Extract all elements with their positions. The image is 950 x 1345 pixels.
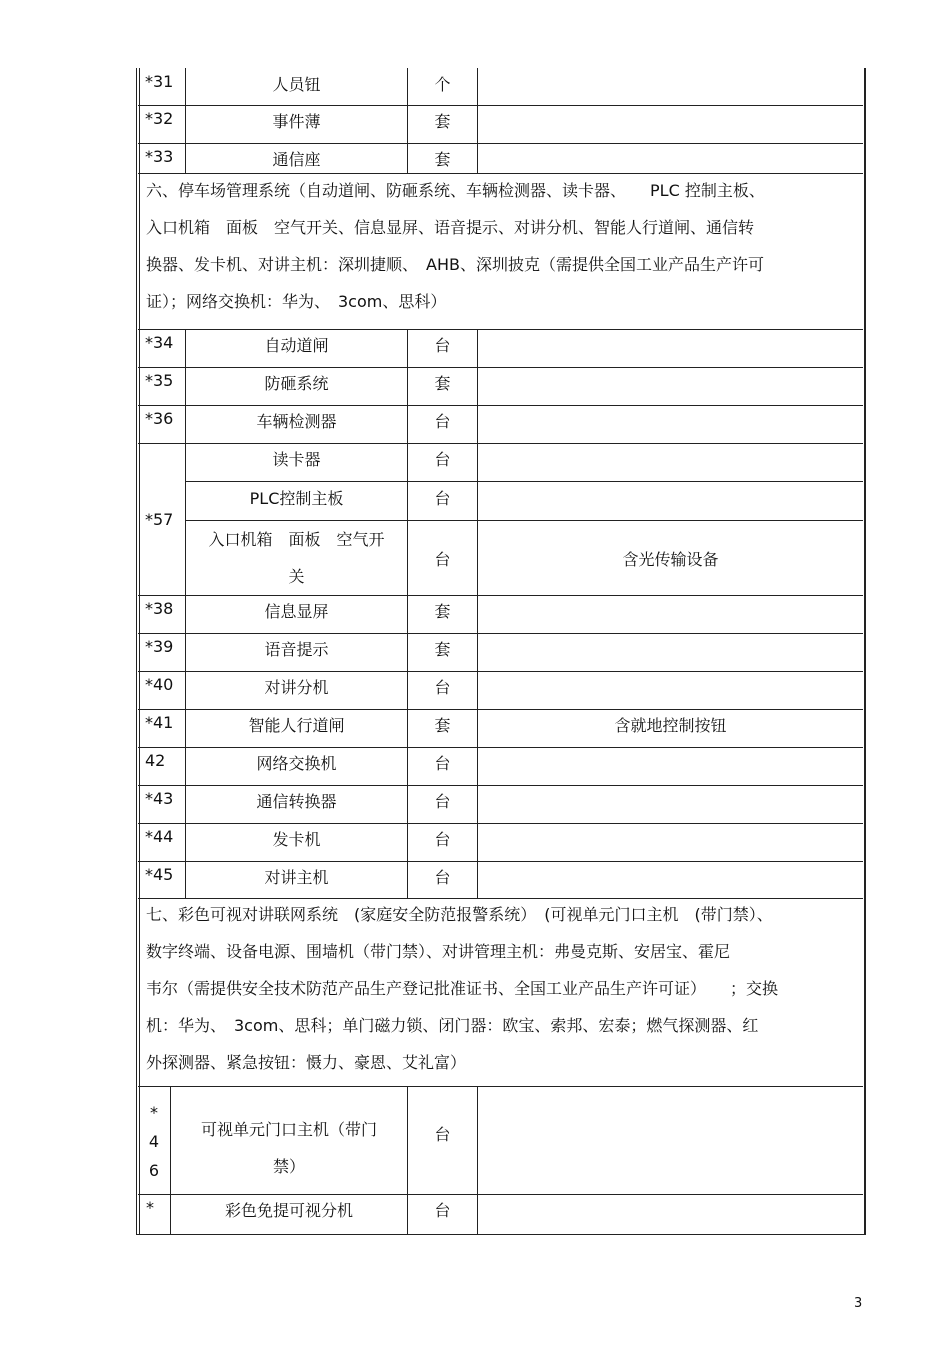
item-note: 含光传输设备: [477, 521, 863, 595]
row-number: *39: [145, 637, 174, 656]
item-name: 彩色免提可视分机: [170, 1194, 407, 1234]
item-unit: 套: [407, 367, 477, 405]
row-number: *44: [145, 827, 174, 846]
item-unit: 套: [407, 105, 477, 143]
sub-row: [185, 521, 863, 595]
item-unit: 套: [407, 143, 477, 173]
table-row: [138, 68, 863, 106]
section-text-line: 入口机箱 面板 空气开关、信息显屏、语音提示、对讲分机、智能人行道闸、通信转: [146, 218, 755, 237]
item-name-line: 禁）: [272, 1157, 305, 1176]
item-note: [477, 861, 863, 898]
section-heading-parking: [138, 173, 863, 330]
item-name: 通信转换器: [185, 785, 407, 823]
item-unit: 台: [407, 521, 477, 595]
item-unit: 台: [407, 1194, 477, 1234]
item-name: 对讲分机: [185, 671, 407, 709]
item-unit: 台: [407, 329, 477, 367]
item-unit: 套: [407, 633, 477, 671]
sub-row: [185, 443, 863, 482]
row-number: *33: [145, 147, 174, 166]
table-row: [138, 1086, 863, 1195]
item-note: [477, 823, 863, 861]
item-name: [170, 1086, 407, 1194]
item-name: 通信座: [185, 143, 407, 173]
item-note: [477, 367, 863, 405]
item-unit: 台: [407, 443, 477, 481]
item-name: 防砸系统: [185, 367, 407, 405]
item-note: [477, 405, 863, 443]
row-number: *41: [145, 713, 174, 732]
item-note: [477, 482, 863, 520]
table-row: [138, 595, 863, 634]
item-name: 网络交换机: [185, 747, 407, 785]
table-row: [138, 861, 863, 899]
row-number: *: [146, 1198, 154, 1217]
item-note: [477, 105, 863, 143]
section-heading-intercom: [138, 898, 863, 1087]
table-row-group: [138, 443, 863, 596]
table-row: [138, 143, 863, 174]
row-number: *43: [145, 789, 174, 808]
sub-row: [185, 482, 863, 521]
item-note: 含就地控制按钮: [477, 709, 863, 747]
item-name: 发卡机: [185, 823, 407, 861]
item-name-line: 入口机箱 面板 空气开: [208, 530, 385, 549]
row-number-part: *: [150, 1102, 158, 1122]
item-note: [477, 671, 863, 709]
item-unit: 台: [407, 1086, 477, 1194]
item-note: [477, 143, 863, 173]
item-name: 人员钮: [185, 68, 407, 105]
item-name: 事件薄: [185, 105, 407, 143]
item-name: 对讲主机: [185, 861, 407, 898]
row-number: *38: [145, 599, 174, 618]
table-row: [138, 329, 863, 368]
section-text-line: 机：华为、 3com、思科；单门磁力锁、闭门器：欧宝、索邦、宏泰；燃气探测器、红: [146, 1016, 759, 1035]
item-name: 信息显屏: [185, 595, 407, 633]
item-name: 读卡器: [185, 443, 407, 481]
section-text-line: 韦尔（需提供安全技术防范产品生产登记批准证书、全国工业产品生产许可证） ；交换: [146, 979, 779, 998]
row-number: [138, 1086, 170, 1194]
item-unit: 套: [407, 595, 477, 633]
item-note: [477, 633, 863, 671]
item-unit: 台: [407, 482, 477, 520]
item-note: [477, 329, 863, 367]
row-number: *35: [145, 371, 174, 390]
row-number: *36: [145, 409, 174, 428]
section-text-line: 外探测器、紧急按钮：慑力、豪恩、艾礼富）: [146, 1053, 467, 1072]
item-name: 语音提示: [185, 633, 407, 671]
table-row: [138, 747, 863, 786]
item-name: 智能人行道闸: [185, 709, 407, 747]
item-unit: 台: [407, 823, 477, 861]
item-name-line: 可视单元门口主机（带门: [200, 1120, 377, 1139]
table-row: [138, 105, 863, 144]
row-number: *45: [145, 865, 174, 884]
row-number: *31: [145, 72, 174, 91]
section-text-line: 七、彩色可视对讲联网系统 (家庭安全防范报警系统） (可视单元门口主机 (带门禁）、: [146, 905, 773, 924]
table-row: [138, 671, 863, 710]
item-name: [185, 521, 407, 595]
item-note: [477, 785, 863, 823]
item-unit: 台: [407, 785, 477, 823]
item-note: [477, 1086, 863, 1194]
table-row: [138, 709, 863, 748]
item-unit: 套: [407, 709, 477, 747]
item-name: 自动道闸: [185, 329, 407, 367]
section-text-line: 换器、发卡机、对讲主机：深圳捷顺、 AHB、深圳披克（需提供全国工业产品生产许可: [146, 255, 764, 274]
row-number: *32: [145, 109, 174, 128]
item-unit: 个: [407, 68, 477, 105]
row-number: 42: [145, 751, 166, 770]
row-number-part: 6: [148, 1160, 160, 1180]
row-number: *34: [145, 333, 174, 352]
item-unit: 台: [407, 671, 477, 709]
item-unit: 台: [407, 747, 477, 785]
item-note: [477, 747, 863, 785]
item-unit: 台: [407, 861, 477, 898]
table-row: [138, 633, 863, 672]
row-number-part: 4: [148, 1131, 160, 1151]
table-row: [138, 367, 863, 406]
section-text-line: 证）；网络交换机：华为、 3com、思科）: [146, 292, 447, 311]
table-row: [138, 785, 863, 824]
page-number: 3: [854, 1296, 863, 1311]
item-note: [477, 443, 863, 481]
section-text-line: 数字终端、设备电源、围墙机（带门禁）、对讲管理主机：弗曼克斯、安居宝、霍尼: [146, 942, 731, 961]
item-name: 车辆检测器: [185, 405, 407, 443]
item-note: [477, 595, 863, 633]
table-bottom-border: [136, 1234, 865, 1235]
row-number: *57: [145, 509, 174, 529]
table-row: [138, 823, 863, 862]
item-note: [477, 1194, 863, 1234]
item-name-line: 关: [288, 567, 305, 586]
item-name: PLC控制主板: [185, 482, 407, 520]
section-text-line: 六、停车场管理系统（自动道闸、防砸系统、车辆检测器、读卡器、 PLC 控制主板、: [146, 181, 765, 200]
item-note: [477, 68, 863, 105]
table-row: [138, 1194, 863, 1235]
item-unit: 台: [407, 405, 477, 443]
row-number: *40: [145, 675, 174, 694]
table-row: [138, 405, 863, 444]
